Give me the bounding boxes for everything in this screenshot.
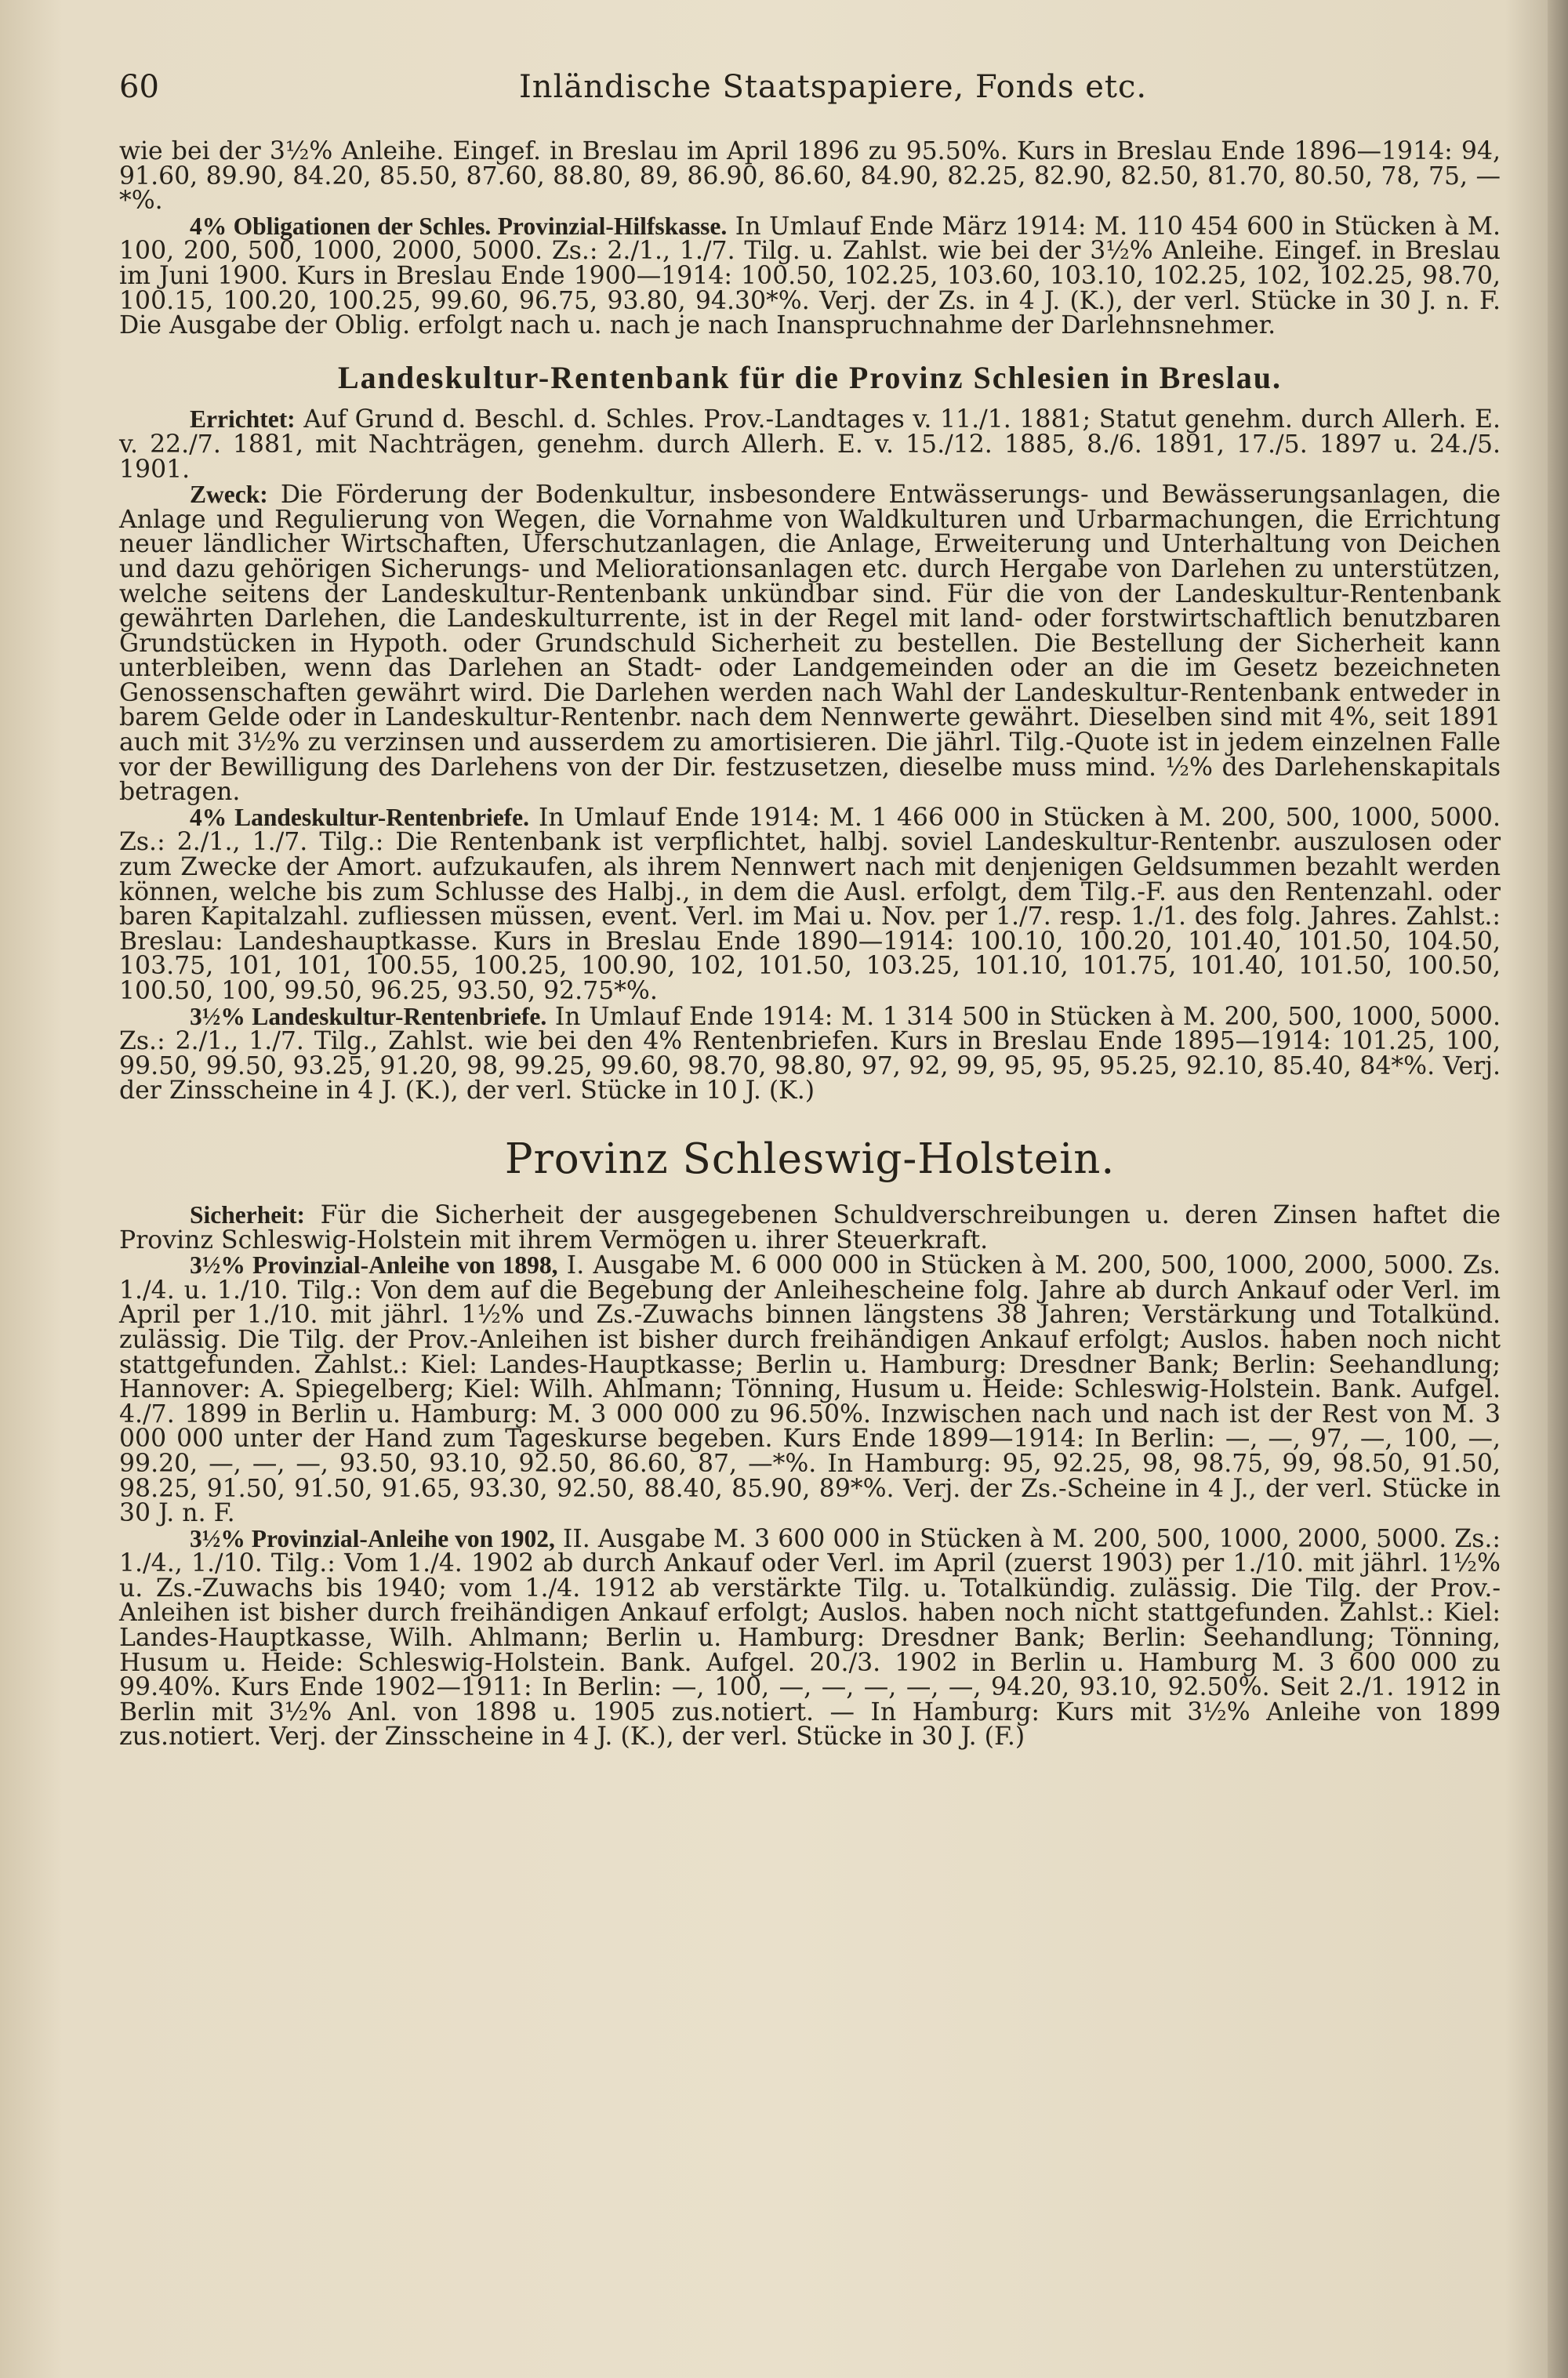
entry-title: 3½% Provinzial-Anleihe von 1902, <box>190 1524 555 1552</box>
paragraph-errichtet: Errichtet: Auf Grund d. Beschl. d. Schles. Prov.-Landtages v. 11./1. 1881; Statut genehm. durch Allerh. E. v. 22./7. 1881, mit Nachträgen, genehm. durch Allerh. E. v. 15./12. 1885, 8./6. 1891, 17./5. 1897 u. 24./5. 1901. <box>119 405 1501 484</box>
paragraph-sicherheit: Sicherheit: Für die Sicherheit der ausgegebenen Schuldverschreibungen u. deren Zinsen haftet die Provinz Schleswig-Holstein mit ihrem Vermögen u. ihrer Steuerkraft. <box>119 1200 1501 1254</box>
paragraph-3-5pct-rentenbriefe: 3½% Landeskultur-Rentenbriefe. In Umlauf Ende 1914: M. 1 314 500 in Stücken à M. 200, 500, 1000, 5000. Zs.: 2./1., 1./7. Tilg., Zahlst. wie bei den 4% Rentenbriefen. Kurs in Breslau Ende 1895—1914: 101.25, 100, 99.50, 99.50, 93.25, 91.20, 98, 99.25, 99.60, 98.70, 98.80, 97, 92, 99, 95, 95, 95.25, 92.10, 85.40, 84*%. Verj. der Zinsscheine in 4 J. (K.), der verl. Stücke in 10 J. (K.) <box>119 1002 1501 1105</box>
entry-label: Sicherheit: <box>190 1200 305 1229</box>
page-number: 60 <box>119 69 159 105</box>
running-title: Inländische Staatspapiere, Fonds etc. <box>519 69 1148 105</box>
section-heading-schleswig-holstein: Provinz Schleswig-Holstein. <box>504 1135 1116 1183</box>
entry-title: 4% Obligationen der Schles. Provinzial-Hilfskasse. <box>190 212 728 240</box>
entry-title: 3½% Provinzial-Anleihe von 1898, <box>190 1251 558 1280</box>
entry-label: Errichtet: <box>190 405 296 434</box>
paragraph-anleihe-1898: 3½% Provinzial-Anleihe von 1898, I. Ausgabe M. 6 000 000 in Stücken à M. 200, 500, 1000, 2000, 5000. Zs. 1./4. u. 1./10. Tilg.: Von dem auf die Begebung der Anleihescheine folg. Jahre ab durch Ankauf oder Verl. im April per 1./10. mit jährl. 1½% und Zs.-Zuwachs binnen längstens 38 Jahren; Verstärkung und Totalkünd. zulässig. Die Tilg. der Prov.-Anleihen ist bisher durch freihändigen Ankauf erfolgt; Auslos. haben noch nicht stattgefunden. Zahlst.: Kiel: Landes-Hauptkasse; Berlin u. Hamburg: Dresdner Bank; Berlin: Seehandlung; Hannover: A. Spiegelberg; Kiel: Wilh. Ahlmann; Tönning, Husum u. Heide: Schleswig-Holstein. Bank. Aufgel. 4./7. 1899 in Berlin u. Hamburg: M. 3 000 000 zu 96.50%. Inzwischen nach und nach ist der Rest von M. 3 000 000 unter der Hand zum Tageskurse begeben. Kurs Ende 1899—1914: In Berlin: —, —, 97, —, 100, —, 99.20, —, —, —, 93.50, 93.10, 92.50, 86.60, 87, —*%. In Hamburg: 95, 92.25, 98, 98.75, 99, 98.50, 91.50, 98.25, 91.50, 91.50, 91.65, 93.30, 92.50, 88.40, 85.90, 89*%. Verj. der Zs.-Scheine in 4 J., der verl. Stücke in 30 J. n. F. <box>119 1251 1501 1528</box>
paragraph-obligationen: 4% Obligationen der Schles. Provinzial-Hilfskasse. In Umlauf Ende März 1914: M. 110 454 600 in Stücken à M. 100, 200, 500, 1000, 2000, 5000. Zs.: 2./1., 1./7. Tilg. u. Zahlst. wie bei der 3½% Anleihe. Eingef. in Breslau im Juni 1900. Kurs in Breslau Ende 1900—1914: 100.50, 102.25, 103.60, 103.10, 102.25, 102, 102.25, 98.70, 100.15, 100.20, 100.25, 99.60, 96.75, 93.80, 94.30*%. Verj. der Zs. in 4 J. (K.), der verl. Stücke in 30 J. n. F. Die Ausgabe der Oblig. erfolgt nach u. nach je nach Inanspruchnahme der Darlehnsnehmer. <box>119 212 1501 340</box>
section-heading-landeskultur: Landeskultur-Rentenbank für die Provinz Schlesien in Breslau. <box>337 359 1283 395</box>
page-edge-shadow <box>1548 0 1568 2378</box>
paragraph-continuation: wie bei der 3½% Anleihe. Eingef. in Breslau im April 1896 zu 95.50%. Kurs in Breslau Ende 1896—1914: 94, 91.60, 89.90, 84.20, 85.50, 87.60, 88.80, 89, 86.90, 86.60, 84.90, 82.25, 82.90, 82.50, 81.70, 80.50, 78, 75, —*%. <box>119 137 1501 216</box>
entry-label: Zweck: <box>190 481 268 509</box>
paragraph-4pct-rentenbriefe: 4% Landeskultur-Rentenbriefe. In Umlauf Ende 1914: M. 1 466 000 in Stücken à M. 200, 500, 1000, 5000. Zs.: 2./1., 1./7. Tilg.: Die Rentenbank ist verpflichtet, halbj. soviel Landeskultur-Rentenbr. auszulosen oder zum Zwecke der Amort. aufzukaufen, als ihrem Nennwert nach mit denjenigen Geldsummen bezahlt werden können, welche bis zum Schlusse des Halbj., in dem die Ausl. erfolgt, dem Tilg.-F. aus den Rentenzahl. oder baren Kapitalzahl. zufliessen müssen, event. Verl. im Mai u. Nov. per 1./7. resp. 1./1. des folg. Jahres. Zahlst.: Breslau: Landeshauptkasse. Kurs in Breslau Ende 1890—1914: 100.10, 100.20, 101.40, 101.50, 104.50, 103.75, 101, 101, 100.55, 100.25, 100.90, 102, 101.50, 103.25, 101.10, 101.75, 101.40, 101.50, 100.50, 100.50, 100, 99.50, 96.25, 93.50, 92.75*%. <box>119 803 1501 1005</box>
paragraph-zweck: Zweck: Die Förderung der Bodenkultur, insbesondere Entwässerungs- und Bewässerungsanlagen, die Anlage und Regulierung von Wegen, die Vornahme von Waldkulturen und Urbarmachungen, die Errichtung neuer ländlicher Wirtschaften, Uferschutzanlagen, die Anlage, Erweiterung und Unterhaltung von Deichen und dazu gehörigen Sicherungs- und Meliorationsanlagen etc. durch Hergabe von Darlehen zu unterstützen, welche seitens der Landeskultur-Rentenbank unkündbar sind. Für die von der Landeskultur-Rentenbank gewährten Darlehen, die Landeskulturrente, ist in der Regel mit land- oder forstwirtschaftlich benutzbaren Grundstücken in Hypoth. oder Grundschuld Sicherheit zu bestellen. Die Bestellung der Sicherheit kann unterbleiben, wenn das Darlehen an Stadt- oder Landgemeinden oder an die im Gesetz bezeichneten Genossenschaften gewährt wird. Die Darlehen werden nach Wahl der Landeskultur-Rentenbank entweder in barem Gelde oder in Landeskultur-Rentenbr. nach dem Nennwerte gewährt. Dieselben sind mit 4%, seit 1891 auch mit 3½% zu verzinsen und ausserdem zu amortisieren. Die jährl. Tilg.-Quote ist in jedem einzelnen Falle vor der Bewilligung des Darlehens von der Dir. festzusetzen, dieselbe muss mind. ½% des Darlehenskapitals betragen. <box>119 481 1501 807</box>
page-body <box>119 137 1501 1752</box>
entry-title: 3½% Landeskultur-Rentenbriefe. <box>190 1002 547 1030</box>
paragraph-anleihe-1902: 3½% Provinzial-Anleihe von 1902, II. Ausgabe M. 3 600 000 in Stücken à M. 200, 500, 1000, 2000, 5000. Zs.: 1./4., 1./10. Tilg.: Vom 1./4. 1902 ab durch Ankauf oder Verl. im April (zuerst 1903) per 1./10. mit jährl. 1½% u. Zs.-Zuwachs bis 1940; vom 1./4. 1912 ab verstärkte Tilg. u. Totalkündig. zulässig. Die Tilg. der Prov.-Anleihen ist bisher durch freihändigen Ankauf erfolgt; Auslos. haben noch nicht stattgefunden. Zahlst.: Kiel: Landes-Hauptkasse, Wilh. Ahlmann; Berlin u. Hamburg: Dresdner Bank; Berlin: Seehandlung; Tönning, Husum u. Heide: Schleswig-Holstein. Bank. Aufgel. 20./3. 1902 in Berlin u. Hamburg M. 3 600 000 zu 99.40%. Kurs Ende 1902—1911: In Berlin: —, 100, —, —, —, —, —, 94.20, 93.10, 92.50%. Seit 2./1. 1912 in Berlin mit 3½% Anl. von 1898 u. 1905 zus.notiert. — In Hamburg: Kurs mit 3½% Anleihe von 1899 zus.notiert. Verj. der Zinsscheine in 4 J. (K.), der verl. Stücke in 30 J. (F.) <box>119 1524 1501 1752</box>
entry-title: 4% Landeskultur-Rentenbriefe. <box>190 803 530 831</box>
page-header <box>119 69 1499 116</box>
